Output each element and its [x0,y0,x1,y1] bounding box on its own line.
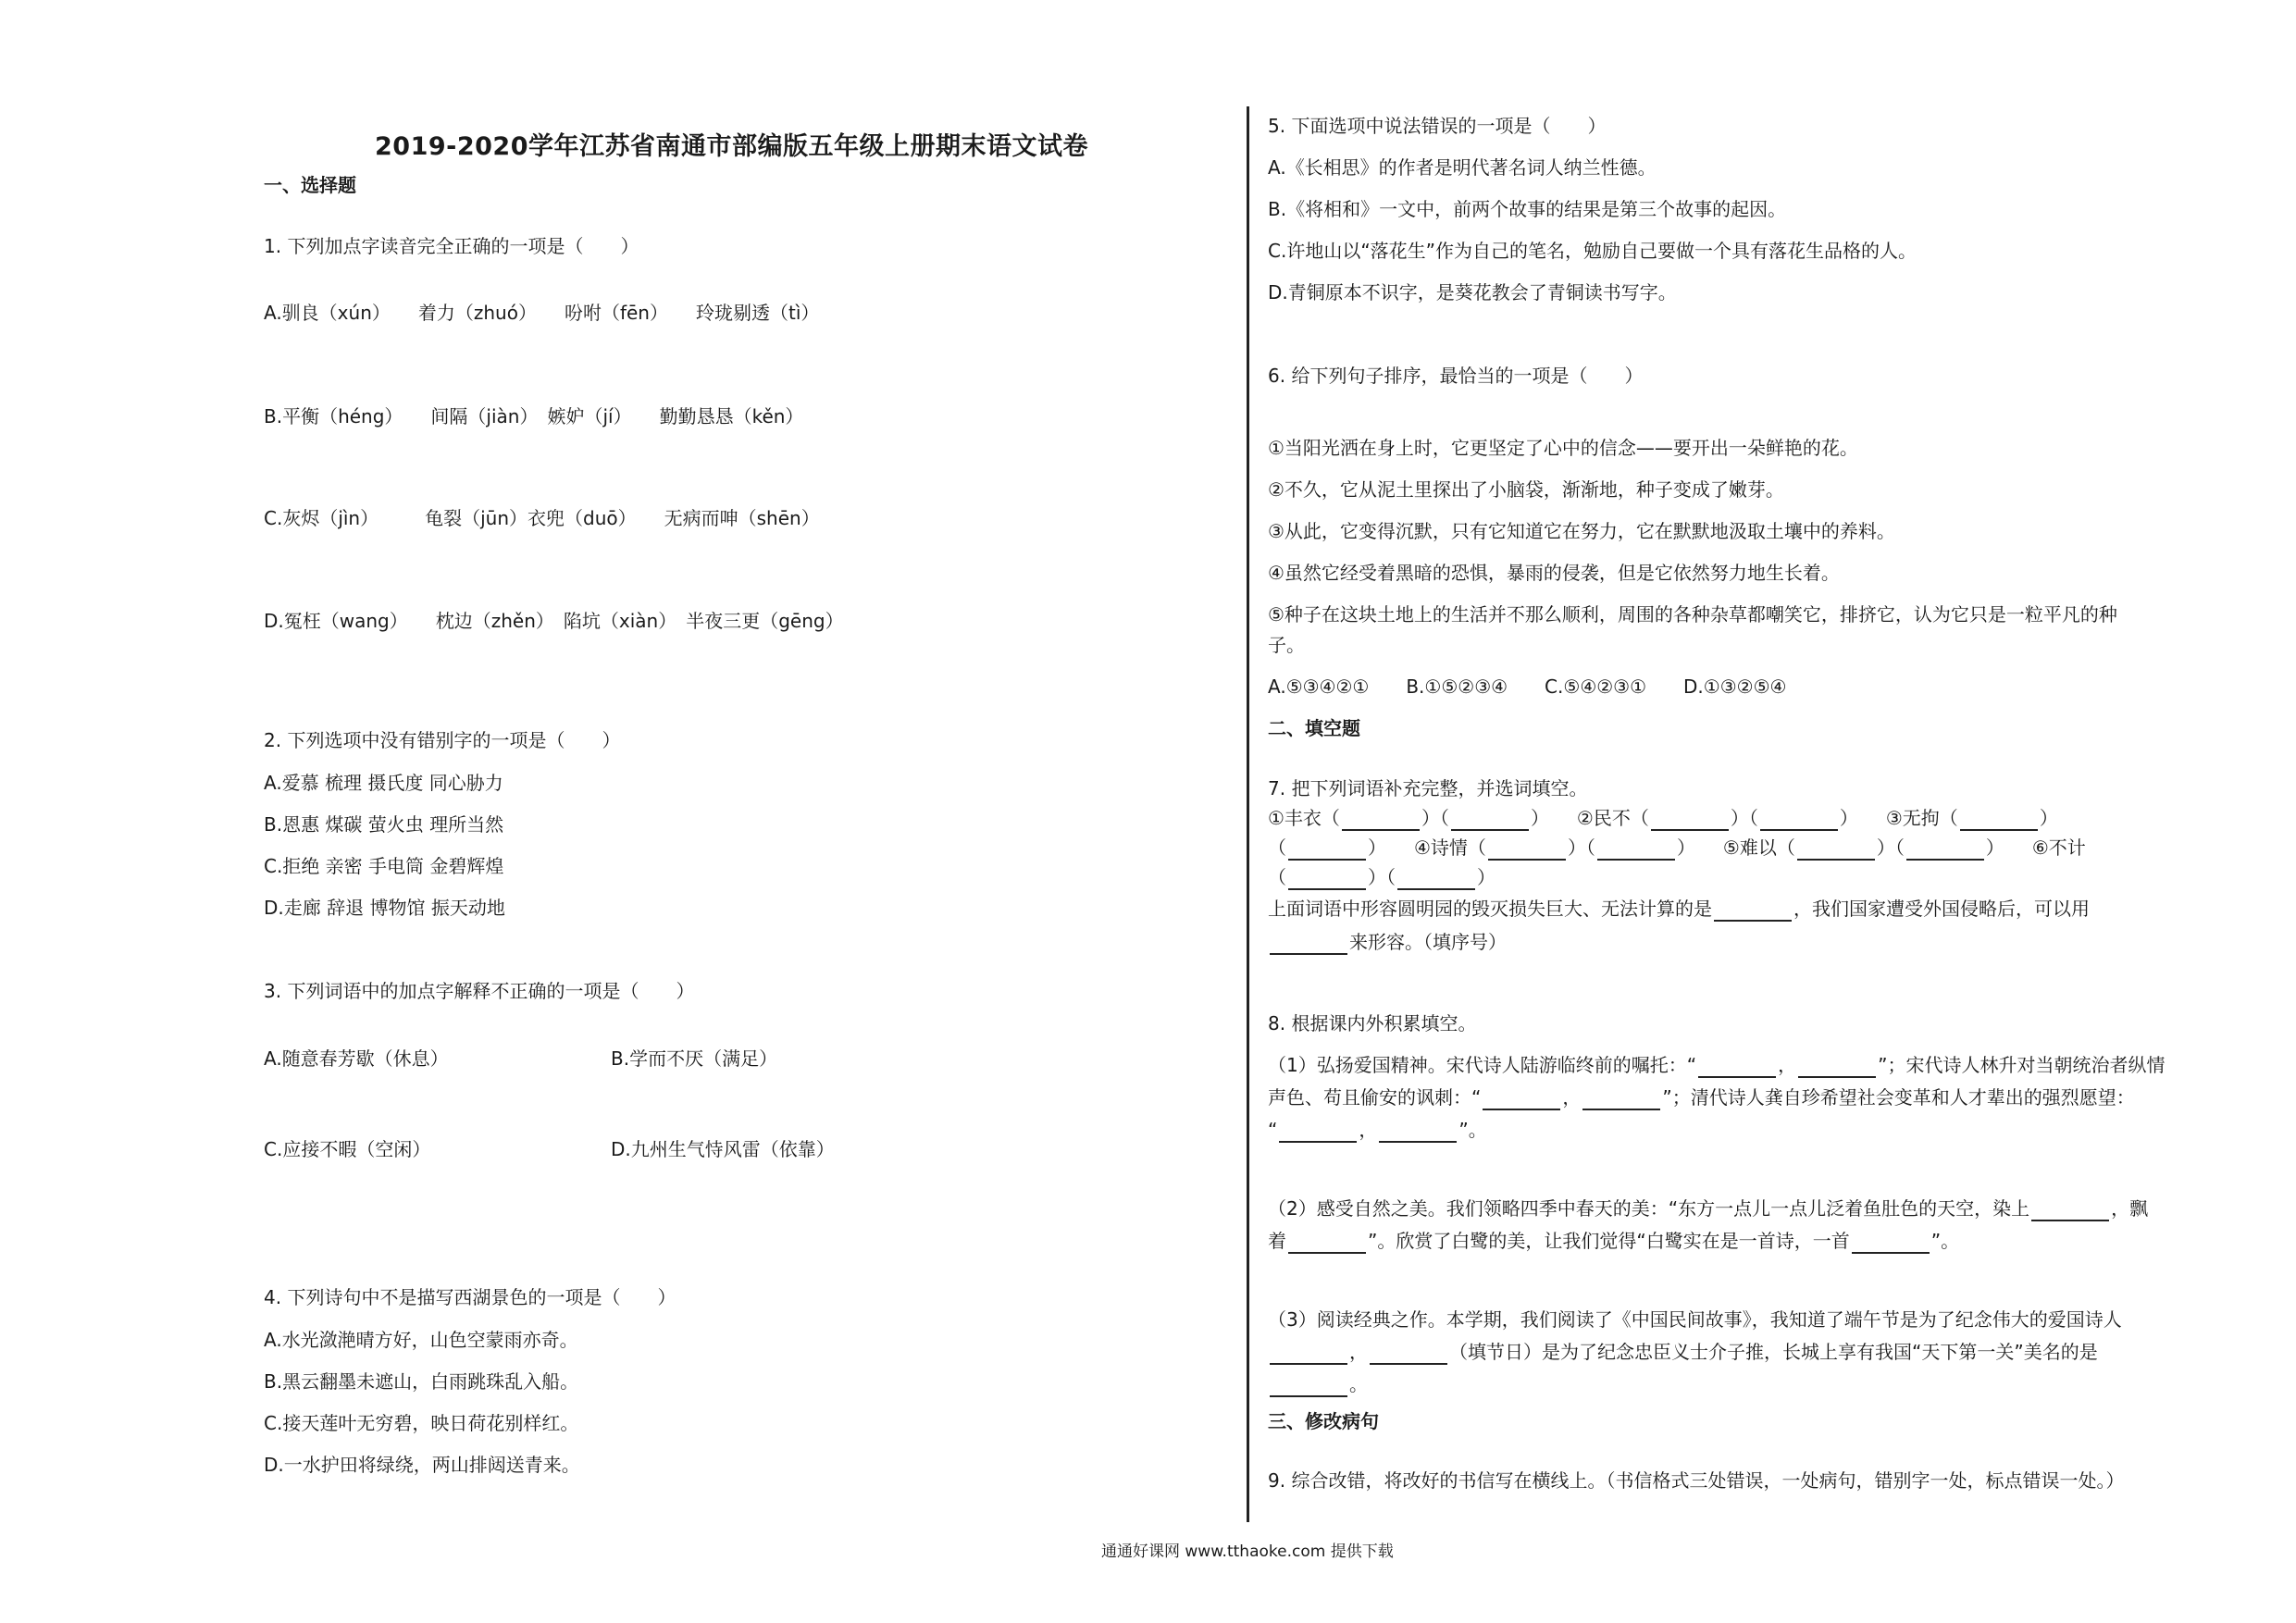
blank-line[interactable] [1288,1233,1366,1254]
sentence-line: ③从此，它变得沉默，只有它知道它在努力，它在默默地汲取土壤中的养料。 [1268,520,1895,542]
fill-row [1268,864,1496,890]
blank-line[interactable] [1483,1090,1560,1110]
fill-text: ”；宋代诗人林升对当朝统治者纵情 [1878,1054,2166,1076]
option-line: B.学而不厌（满足） [611,1047,778,1070]
option-line: D.九州生气恃风雷（依靠） [611,1138,835,1160]
sentence-line: 子。 [1268,634,1305,656]
fill-text: ） ②民不（ [1530,807,1649,829]
sentence-line: ⑤种子在这块土地上的生活并不那么顺利，周围的各种杂草都嘲笑它，排挤它，认为它只是一粒平凡的种 [1268,603,2117,626]
fill-row [1268,1339,2098,1365]
fill-text: （填节日）是为了纪念忠臣义士介子推，长城上享有我国“天下第一关”美名的是 [1449,1341,2098,1363]
fill-row [1268,1117,1487,1143]
fill-text: 上面词语中形容圆明园的毁灭损失巨大、无法计算的是 [1268,898,1712,920]
page-footer: 通通好课网 www.tthaoke.com 提供下载 [1101,1542,1394,1561]
question-stem: 8. 根据课内外积累填空。 [1268,1012,1477,1035]
option-line: D.走廊 辞退 博物馆 振天动地 [264,897,505,919]
fill-text: ） ④诗情（ [1368,836,1486,859]
blank-line[interactable] [1379,1122,1457,1143]
fill-text: ） [2039,807,2058,829]
option-line: D.青铜原本不识字，是葵花教会了青铜读书写字。 [1268,281,1677,304]
blank-line[interactable] [1798,1058,1876,1078]
question-stem: 4. 下列诗句中不是描写西湖景色的一项是（ ） [264,1286,676,1308]
fill-text: （ [1268,836,1286,859]
fill-text: ）（ [1421,807,1449,829]
blank-line[interactable] [1270,935,1347,955]
fill-text: （ [1268,866,1286,888]
blank-line[interactable] [1906,840,1984,861]
option-line: B.黑云翻墨未遮山，白雨跳珠乱入船。 [264,1370,579,1393]
fill-row [1268,1371,1368,1397]
option-line: A.驯良（xún） 着力（zhuó） 吩咐（fēn） 玲珑剔透（tì） [264,302,820,324]
option-line: A.⑤③④②① B.①⑤②③④ C.⑤④②③① D.①③②⑤④ [1268,675,1787,698]
fill-row [1268,929,1507,955]
sentence-line: ②不久，它从泥土里探出了小脑袋，渐渐地，种子变成了嫩芽。 [1268,478,1784,501]
option-line: B.《将相和》一文中，前两个故事的结果是第三个故事的起因。 [1268,198,1787,220]
page-title: 2019-2020学年江苏省南通市部编版五年级上册期末语文试卷 [375,132,1088,161]
option-line: A.水光潋滟晴方好，山色空蒙雨亦奇。 [264,1329,578,1351]
sentence-line: ①当阳光洒在身上时，它更坚定了心中的信念——要开出一朵鲜艳的花。 [1268,437,1858,459]
fill-text: ①丰衣（ [1268,807,1340,829]
fill-text: ） [1477,866,1496,888]
section-heading: 一、选择题 [264,174,356,196]
fill-text: ）（ [1368,866,1396,888]
blank-line[interactable] [1714,901,1792,922]
blank-line[interactable] [1370,1344,1447,1365]
blank-line[interactable] [1797,840,1875,861]
blank-line[interactable] [1760,811,1838,831]
column-divider [1247,106,1249,1522]
question-stem: 9. 综合改错，将改好的书信写在横线上。（书信格式三处错误，一处病句，错别字一处，标点错误一处。） [1268,1469,2125,1492]
question-stem: 3. 下列词语中的加点字解释不正确的一项是（ ） [264,980,695,1002]
option-line: B.平衡（héng） 间隔（jiàn） 嫉妒（jí） 勤勤恳恳（kěn） [264,405,804,427]
fill-row [1268,1196,2148,1221]
fill-text: ） ③无拘（ [1839,807,1958,829]
option-line: C.灰烬（jìn） 龟裂（jūn）衣兜（duō） 无病而呻（shēn） [264,507,820,529]
fill-text: 。 [1349,1373,1368,1395]
blank-line[interactable] [1270,1344,1347,1365]
fill-row [1268,896,2090,922]
question-stem: 7. 把下列词语补充完整，并选词填空。 [1268,777,1588,799]
fill-text: ”。欣赏了白鹭的美，让我们觉得“白鹭实在是一首诗，一首 [1368,1230,1850,1252]
fill-row [1268,1228,1959,1254]
fill-text: ， [1359,1119,1378,1141]
blank-line[interactable] [1451,811,1529,831]
fill-text: ）（ [1567,836,1595,859]
blank-line[interactable] [1288,840,1366,861]
section-heading: 三、修改病句 [1268,1410,1379,1432]
fill-text: ，我们国家遭受外国侵略后，可以用 [1793,898,2090,920]
fill-text: ） ⑥不计 [1985,836,2086,859]
question-stem: 2. 下列选项中没有错别字的一项是（ ） [264,729,621,751]
blank-line[interactable] [1960,811,2038,831]
blank-line[interactable] [1582,1090,1660,1110]
fill-text: ， [1778,1054,1797,1076]
fill-text: ”。 [1930,1230,1960,1252]
fill-text: ）（ [1730,807,1758,829]
option-line: C.应接不暇（空闲） [264,1138,431,1160]
option-line: D.一水护田将绿绕，两山排闼送青来。 [264,1454,580,1476]
blank-line[interactable] [1852,1233,1930,1254]
fill-text: 来形容。（填序号） [1349,931,1507,953]
fill-row [1268,805,2058,831]
fill-text: ，飘 [2111,1197,2149,1220]
fill-text: （2）感受自然之美。我们领略四季中春天的美：“东方一点儿一点儿泛着鱼肚色的天空，染上 [1268,1197,2030,1220]
fill-row [1268,1052,2165,1078]
question-stem: 6. 给下列句子排序，最恰当的一项是（ ） [1268,365,1644,387]
fill-text: （1）弘扬爱国精神。宋代诗人陆游临终前的嘱托：“ [1268,1054,1697,1076]
blank-line[interactable] [1597,840,1675,861]
fill-text: ”；清代诗人龚自珍希望社会变革和人才辈出的强烈愿望： [1662,1086,2135,1109]
fill-text: ） ⑤难以（ [1676,836,1795,859]
option-line: D.冤枉（wang） 枕边（zhěn） 陷坑（xiàn） 半夜三更（gēng） [264,610,844,632]
blank-line[interactable] [1288,870,1366,890]
option-line: B.恩惠 煤碳 萤火虫 理所当然 [264,813,504,836]
blank-line[interactable] [1270,1377,1347,1397]
fill-text: ， [1349,1341,1368,1363]
blank-line[interactable] [2031,1201,2109,1221]
blank-line[interactable] [1279,1122,1357,1143]
fill-text: 着 [1268,1230,1286,1252]
blank-line[interactable] [1651,811,1729,831]
fill-text: ）（ [1876,836,1905,859]
option-line: C.拒绝 亲密 手电筒 金碧辉煌 [264,855,504,877]
blank-line[interactable] [1698,1058,1776,1078]
fill-row [1268,835,2086,861]
blank-line[interactable] [1488,840,1566,861]
fill-text: ”。 [1458,1119,1487,1141]
option-line: C.许地山以“落花生”作为自己的笔名，勉励自己要做一个具有落花生品格的人。 [1268,240,1917,262]
fill-text: ， [1562,1086,1582,1109]
fill-text: 声色、苟且偷安的讽刺：“ [1268,1086,1482,1109]
sentence-line: ④虽然它经受着黑暗的恐惧，暴雨的侵袭，但是它依然努力地生长着。 [1268,562,1840,584]
fill-text: “ [1268,1119,1278,1141]
section-heading: 二、填空题 [1268,717,1360,739]
option-line: A.爱慕 梳理 摄氏度 同心胁力 [264,772,503,794]
blank-line[interactable] [1342,811,1420,831]
question-stem: 5. 下面选项中说法错误的一项是（ ） [1268,115,1607,137]
blank-line[interactable] [1397,870,1475,890]
option-line: A.《长相思》的作者是明代著名词人纳兰性德。 [1268,156,1657,179]
fill-row [1268,1084,2135,1110]
option-line: C.接天莲叶无穷碧，映日荷花别样红。 [264,1412,579,1434]
question-stem: 1. 下列加点字读音完全正确的一项是（ ） [264,235,639,257]
option-line: A.随意春芳歇（休息） [264,1047,449,1070]
question-stem: （3）阅读经典之作。本学期，我们阅读了《中国民间故事》，我知道了端午节是为了纪念伟大的爱国诗人 [1268,1308,2122,1331]
